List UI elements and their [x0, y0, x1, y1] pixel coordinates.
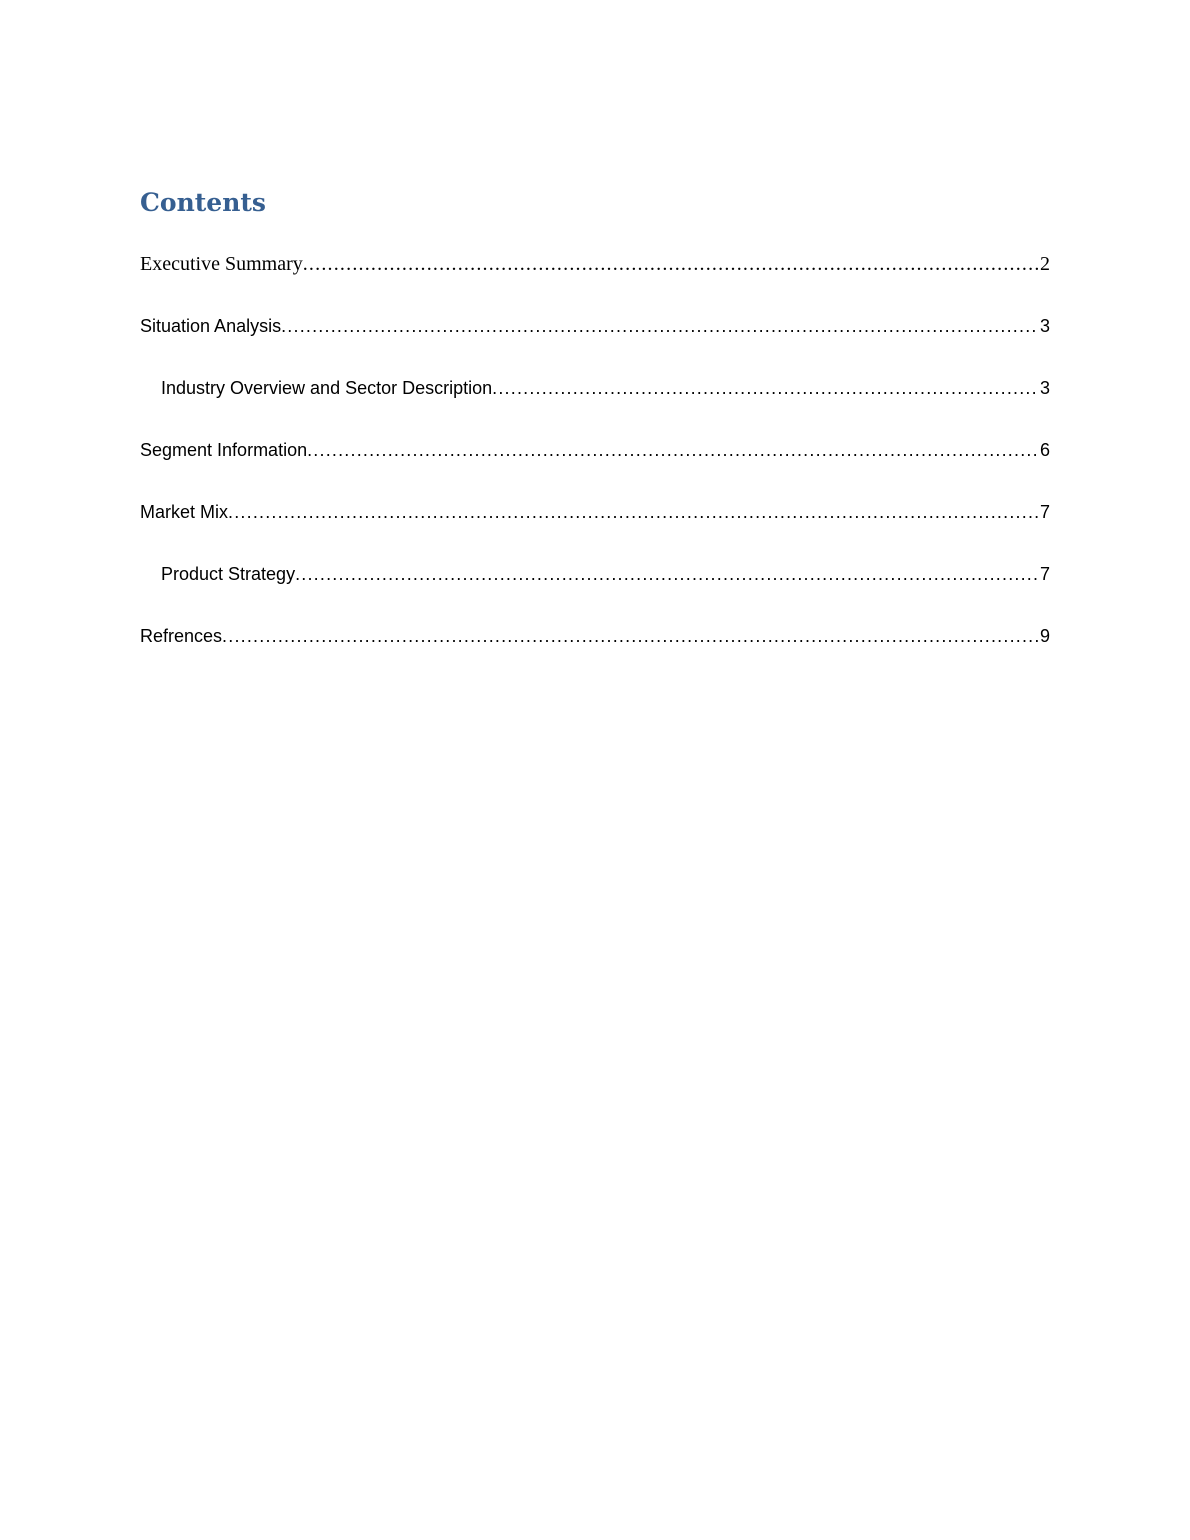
toc-dot-leader: [307, 434, 1038, 466]
toc-entry-refrences: [140, 620, 1050, 682]
toc-link-industry-overview[interactable]: [140, 372, 1050, 404]
toc-dot-leader: [303, 248, 1038, 280]
toc-page-number: 6: [1039, 440, 1050, 460]
toc-link-refrences[interactable]: [140, 620, 1050, 652]
toc-link-market-mix[interactable]: [140, 496, 1050, 528]
toc-link-executive-summary[interactable]: [140, 248, 1050, 280]
toc-entry-label: Situation Analysis: [140, 316, 282, 336]
toc-link-situation-analysis[interactable]: [140, 310, 1050, 342]
toc-entry-situation-analysis: [140, 310, 1050, 372]
toc-page-number: 9: [1039, 626, 1050, 646]
toc-entry-label: Refrences: [140, 626, 223, 646]
toc-page-number: 2: [1040, 253, 1050, 275]
toc-dot-leader: [492, 372, 1038, 404]
toc-dot-leader: [295, 558, 1038, 590]
toc-link-product-strategy[interactable]: [140, 558, 1050, 590]
toc-heading: Contents: [140, 188, 267, 217]
toc-page-number: 3: [1039, 316, 1050, 336]
table-of-contents: [140, 248, 1050, 682]
toc-link-segment-information[interactable]: [140, 434, 1050, 466]
toc-entry-product-strategy: [140, 558, 1050, 620]
toc-dot-leader: [222, 620, 1038, 652]
toc-entry-market-mix: [140, 496, 1050, 558]
toc-page-number: 3: [1039, 378, 1050, 398]
toc-dot-leader: [228, 496, 1038, 528]
toc-entry-label: Segment Information: [140, 440, 308, 460]
toc-page-number: 7: [1039, 502, 1050, 522]
toc-entry-label: Industry Overview and Sector Description: [161, 378, 493, 398]
toc-entry-executive-summary: [140, 248, 1050, 310]
toc-entry-industry-overview: [140, 372, 1050, 434]
toc-entry-label: Market Mix: [140, 502, 229, 522]
toc-entry-segment-information: [140, 434, 1050, 496]
toc-entry-label: Executive Summary: [140, 253, 303, 275]
toc-dot-leader: [281, 310, 1038, 342]
toc-entry-label: Product Strategy: [161, 564, 296, 584]
toc-page-number: 7: [1039, 564, 1050, 584]
